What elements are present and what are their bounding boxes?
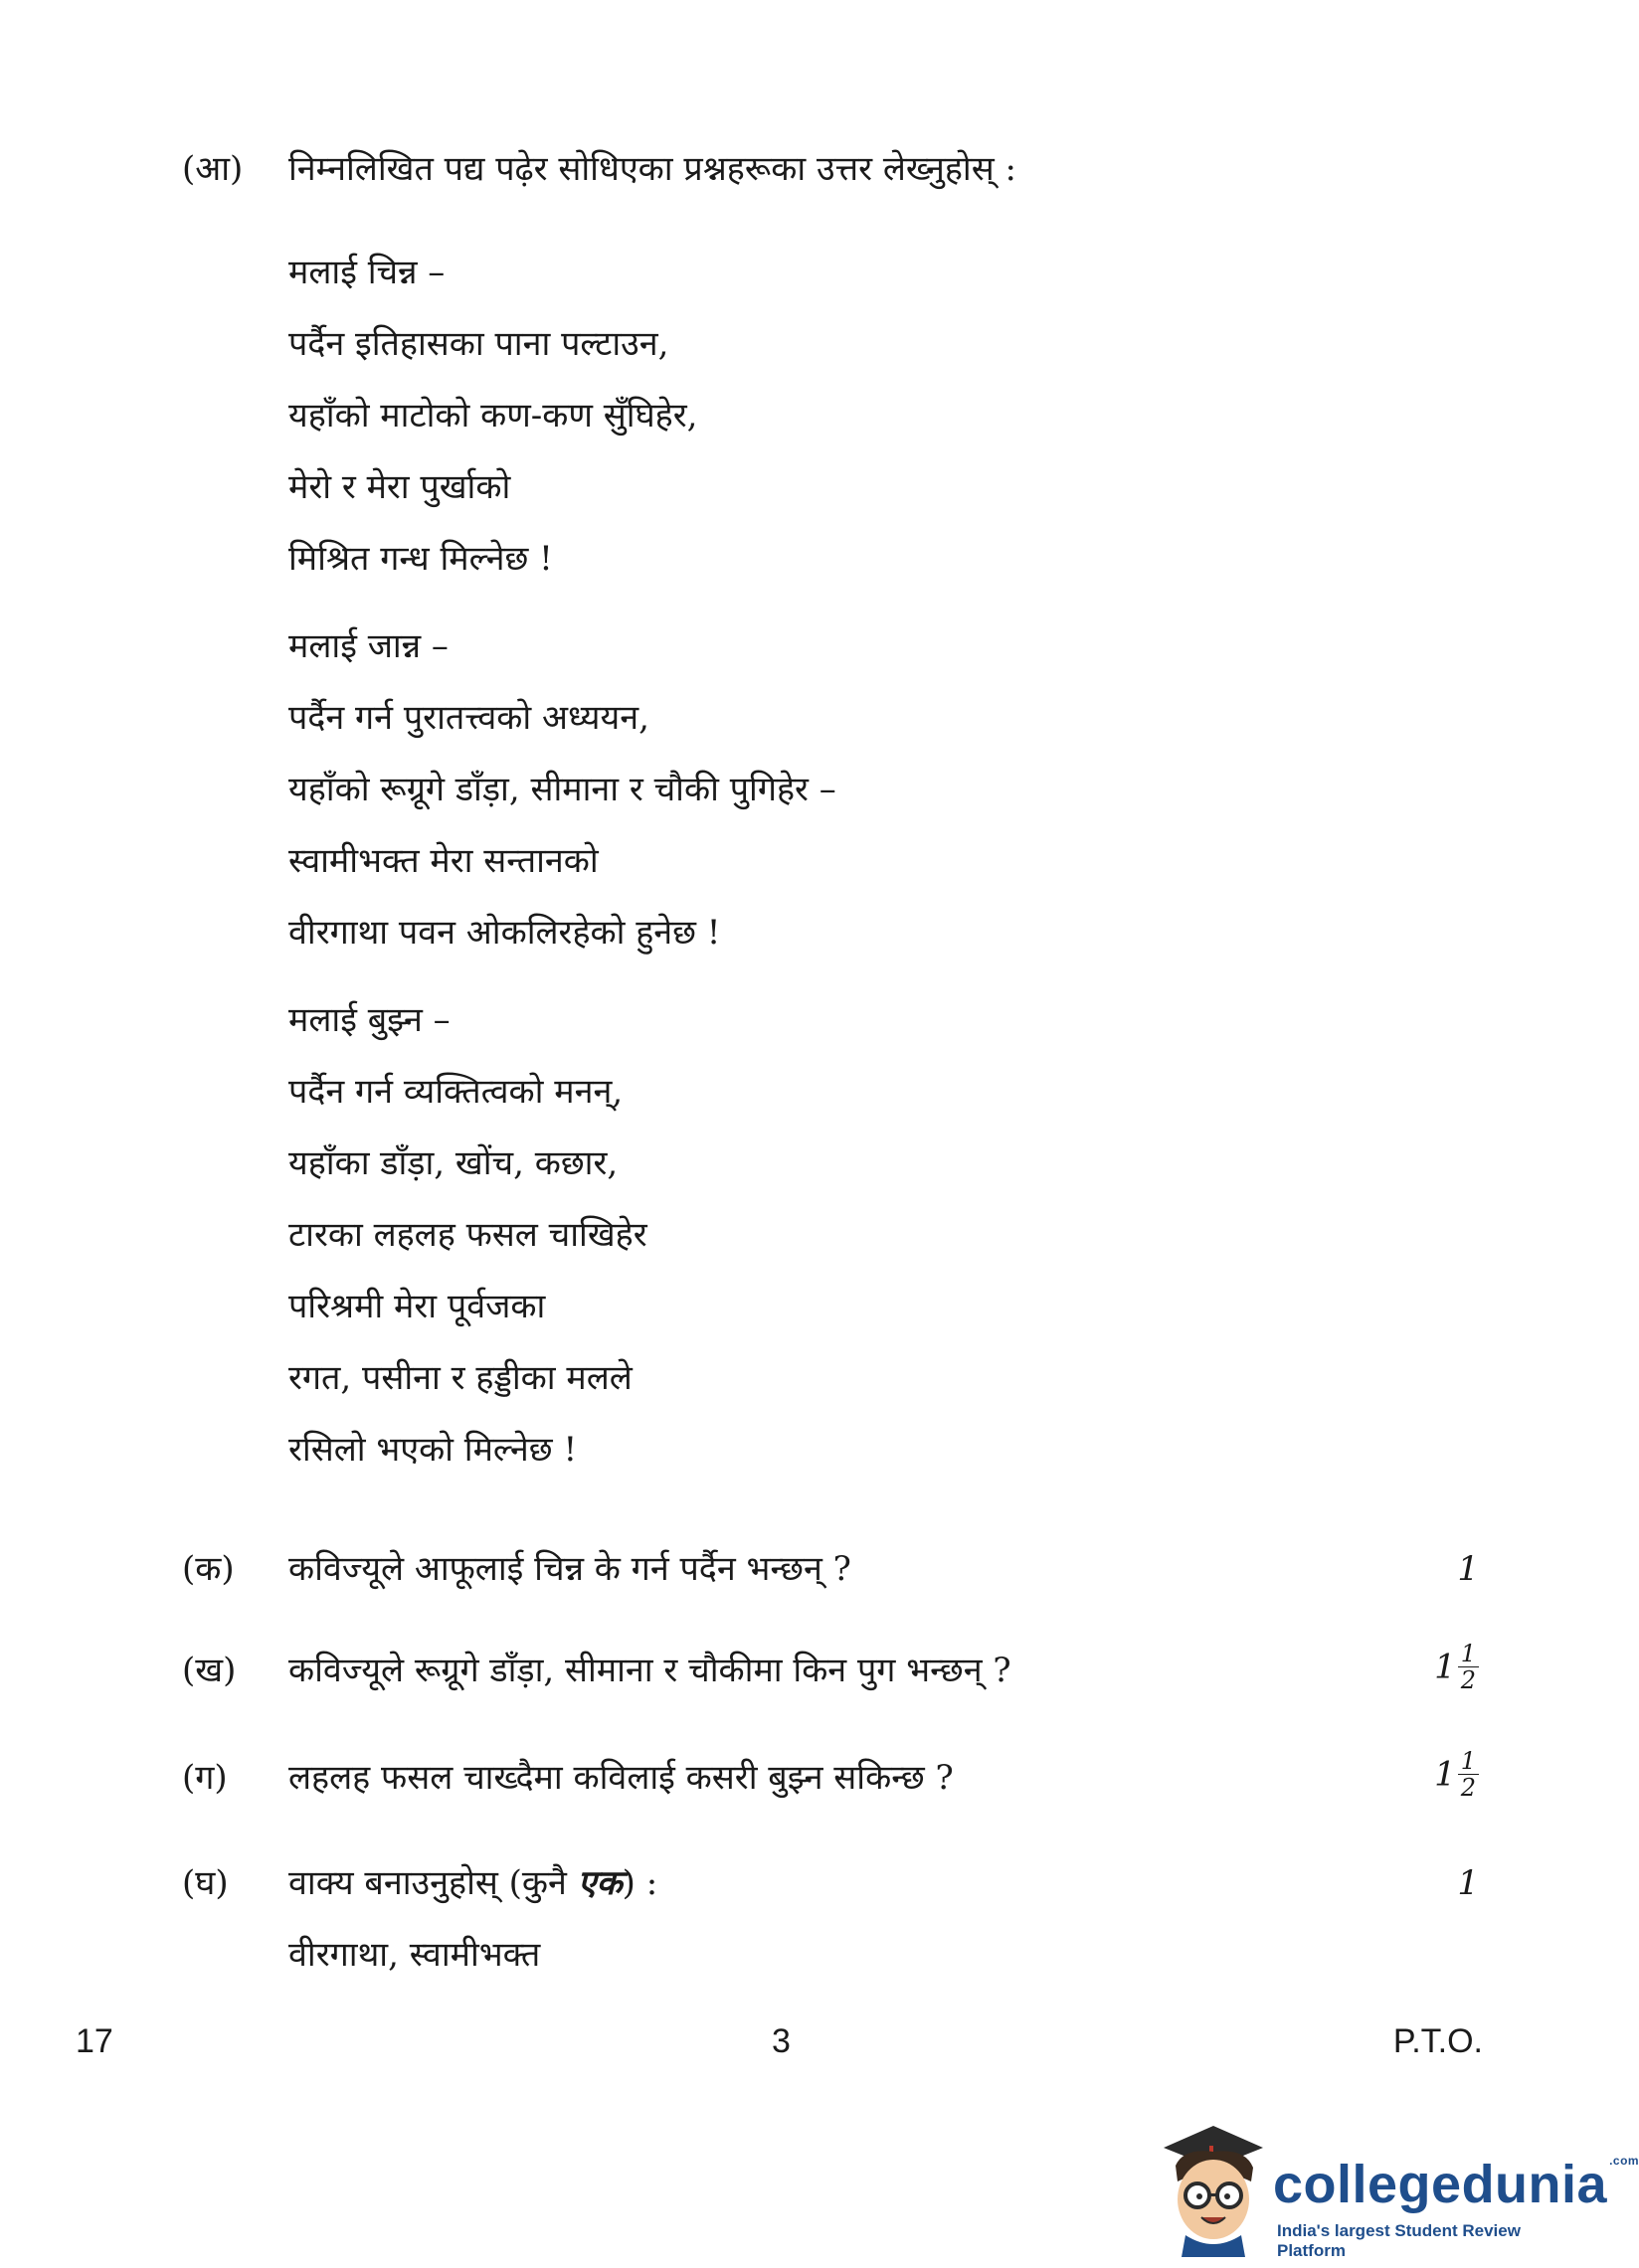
pto-label: P.T.O. — [1392, 2022, 1483, 2060]
paper-code: 17 — [76, 2022, 113, 2060]
poem-line: रसिलो भएको मिल्नेछ ! — [288, 1430, 578, 1470]
marks-whole: 1 — [1434, 1647, 1456, 1687]
section-marker: (आ) — [182, 149, 244, 189]
poem-line: परिश्रमी मेरा पूर्वजका — [288, 1287, 546, 1326]
marks-numerator: 1 — [1458, 1641, 1479, 1667]
poem-line: यहाँको रूग्रूगे डाँड़ा, सीमाना र चौकी पुगिहेर – — [288, 770, 836, 809]
poem-line: मेरो र मेरा पुर्खाको — [288, 467, 511, 507]
question-text: कविज्यूले आफूलाई चिन्न के गर्न पर्दैन भन्छन् ? — [288, 1549, 851, 1589]
poem-line: मलाई चिन्न – — [288, 253, 446, 292]
marks-fraction — [1458, 1641, 1479, 1693]
logo-tagline: India's largest Student Review Platform — [1277, 2221, 1521, 2260]
section-instruction: निम्नलिखित पद्य पढ़ेर सोधिएका प्रश्नहरूका उत्तर लेख्नुहोस् : — [288, 149, 1016, 189]
question-marks — [1434, 1641, 1479, 1693]
question-marks: 1 — [1457, 1549, 1479, 1589]
poem-line: रगत, पसीना र हड्डीका मलले — [288, 1358, 633, 1398]
question-marks — [1434, 1748, 1479, 1801]
question-marker: (क) — [182, 1549, 235, 1589]
poem-line: पर्दैन इतिहासका पाना पल्टाउन, — [288, 324, 669, 364]
marks-whole: 1 — [1434, 1754, 1456, 1795]
poem-line: वीरगाथा पवन ओकलिरहेको हुनेछ ! — [288, 913, 721, 953]
poem-line: टारका लहलह फसल चाखिहेर — [288, 1215, 647, 1255]
question-marker: (घ) — [182, 1863, 229, 1903]
poem-line: मिश्रित गन्ध मिल्नेछ ! — [288, 539, 553, 579]
marks-denominator: 2 — [1460, 1666, 1476, 1694]
poem-line: मलाई बुझ्न – — [288, 1000, 451, 1040]
question-text-end: ) : — [622, 1863, 658, 1903]
collegedunia-logo — [1154, 2108, 1639, 2260]
marks-denominator: 2 — [1460, 1774, 1476, 1802]
question-marker: (ख) — [182, 1651, 237, 1690]
mascot-icon — [1154, 2108, 1273, 2257]
poem-line: यहाँका डाँड़ा, खोंच, कछार, — [288, 1143, 619, 1183]
question-marker: (ग) — [182, 1758, 228, 1798]
logo-name: collegedunia $^{.com}$ — [1273, 2154, 1639, 2214]
poem-line: पर्दैन गर्न व्यक्तित्वको मनन्, — [288, 1072, 624, 1112]
poem-line: मलाई जान्न – — [288, 626, 449, 666]
poem-line: पर्दैन गर्न पुरातत्त्वको अध्ययन, — [288, 698, 649, 738]
question-text-start: वाक्य बनाउनुहोस् (कुनै — [288, 1863, 578, 1903]
question-words: वीरगाथा, स्वामीभक्त — [288, 1935, 541, 1975]
question-text-bold: एक — [577, 1863, 623, 1903]
poem-line: यहाँको माटोको कण-कण सुँघिहेर, — [288, 396, 698, 436]
marks-fraction — [1458, 1748, 1479, 1801]
question-text: लहलह फसल चाख्दैमा कविलाई कसरी बुझ्न सकिन्छ ? — [288, 1758, 954, 1798]
question-text: कविज्यूले रूग्रूगे डाँड़ा, सीमाना र चौकीमा किन पुग भन्छन् ? — [288, 1651, 1011, 1690]
question-text — [288, 1861, 657, 1905]
question-marks: 1 — [1457, 1863, 1479, 1903]
poem-line: स्वामीभक्त मेरा सन्तानको — [288, 841, 599, 881]
marks-numerator: 1 — [1458, 1748, 1479, 1775]
page-number: 3 — [772, 2022, 791, 2060]
